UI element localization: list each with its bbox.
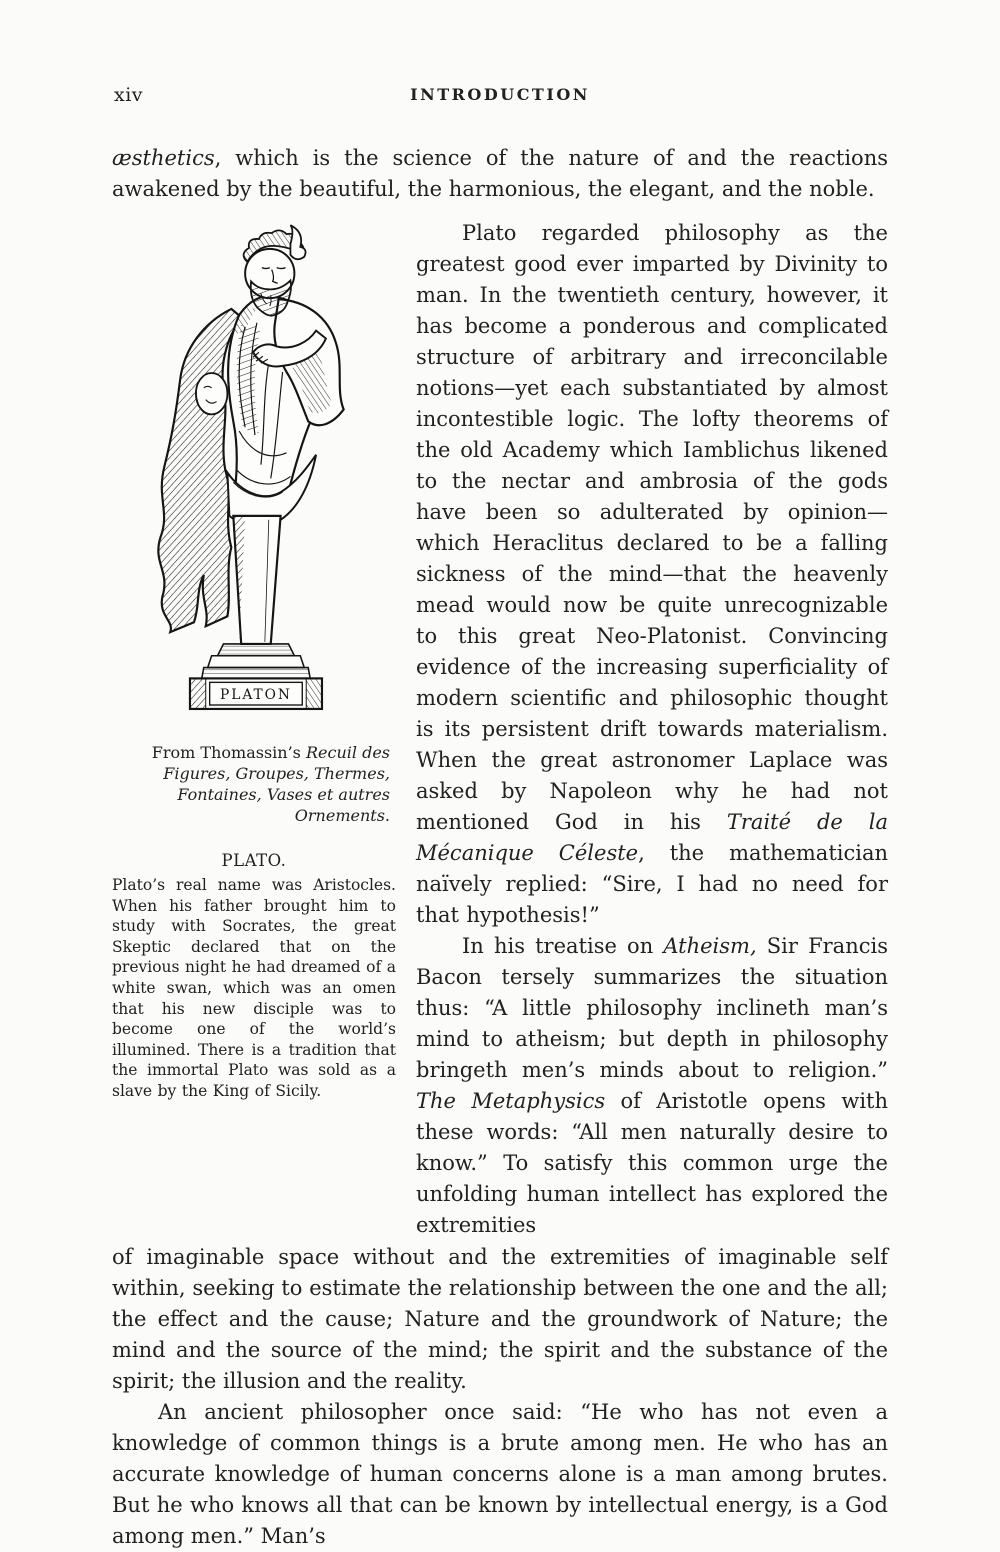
plato-statue-illustration — [121, 224, 387, 722]
page-header — [112, 84, 888, 110]
figure-note: Plato’s real name was Aristocles. When his father brought him to study with Socrates, the great Skeptic declared that on the previous night he had dreamed of a white swan, which was an omen that his new disciple was to become one of the world’s illumined. There is a tradition that the immortal Plato was sold as a slave by the King of Sicily. — [112, 876, 396, 1100]
paragraph-opening: æsthetics, which is the science of the nature of and the reactions awakened by the beautiful, the harmonious, the elegant, and the noble. — [112, 146, 888, 201]
paragraph-ancient-philosopher: An ancient philosopher once said: “He who has not even a knowledge of common things is a brute among men. He who has an accurate knowledge of human concerns alone is a man among brutes. But he who knows all that can be known by intellectual energy, is a God among men.” Man’s — [112, 1400, 888, 1548]
page-number: xiv — [114, 84, 144, 106]
figure-column — [112, 218, 396, 1102]
two-column-section — [112, 218, 888, 1241]
main-text-column — [416, 218, 888, 1241]
paragraph-continuation: of imaginable space without and the extremities of imaginable self within, seeking to estimate the relationship between the one and the all; the effect and the cause; Nature and the groundwork of Nature; the mind and the source of the mind; the spirit and the substance of the spirit; the illusion and the reality. — [112, 1245, 888, 1393]
running-title: INTRODUCTION — [410, 85, 590, 104]
paragraph-plato: Plato regarded philosophy as the greatest good ever imparted by Divinity to man. In the twentieth century, however, it has become a ponderous and complicated structure of arbitrary and irreconcilable notions—yet each substantiated by almost incontestible logic. The lofty theorems of the old Academy which Iamblichus likened to the nectar and ambrosia of the gods have been so adulterated by opinion—which Heraclitus declared to be a falling sickness of the mind—that the heavenly mead would now be quite unrecognizable to this great Neo-Platonist. Convincing evidence of the increasing superficiality of modern scientific and philosophic thought is its persistent drift towards materialism. When the great astronomer Laplace was asked by Napoleon why he had not mentioned God in his Traité de la Mécanique Céleste, the mathematician naïvely replied: “Sire, I had no need for that hypothesis!” — [416, 221, 889, 927]
figure-caption: From Thomassin’s Recuil des Figures, Groupes, Thermes, Fontaines, Vases et autres Ornements. — [151, 743, 390, 825]
paragraph-bacon: In his treatise on Atheism, Sir Francis Bacon tersely summarizes the situation thus: “A little philosophy inclineth man’s mind to atheism; but depth in philosophy bringeth men’s minds about to religion.” The Metaphysics of Aristotle opens with these words: “All men naturally desire to know.” To satisfy this common urge the unfolding human intellect has explored the extremities — [416, 934, 888, 1237]
statue-base-inscription: PLATON — [219, 687, 292, 704]
plato-statue-engraving — [121, 224, 387, 722]
figure-title: PLATO. — [221, 851, 287, 870]
